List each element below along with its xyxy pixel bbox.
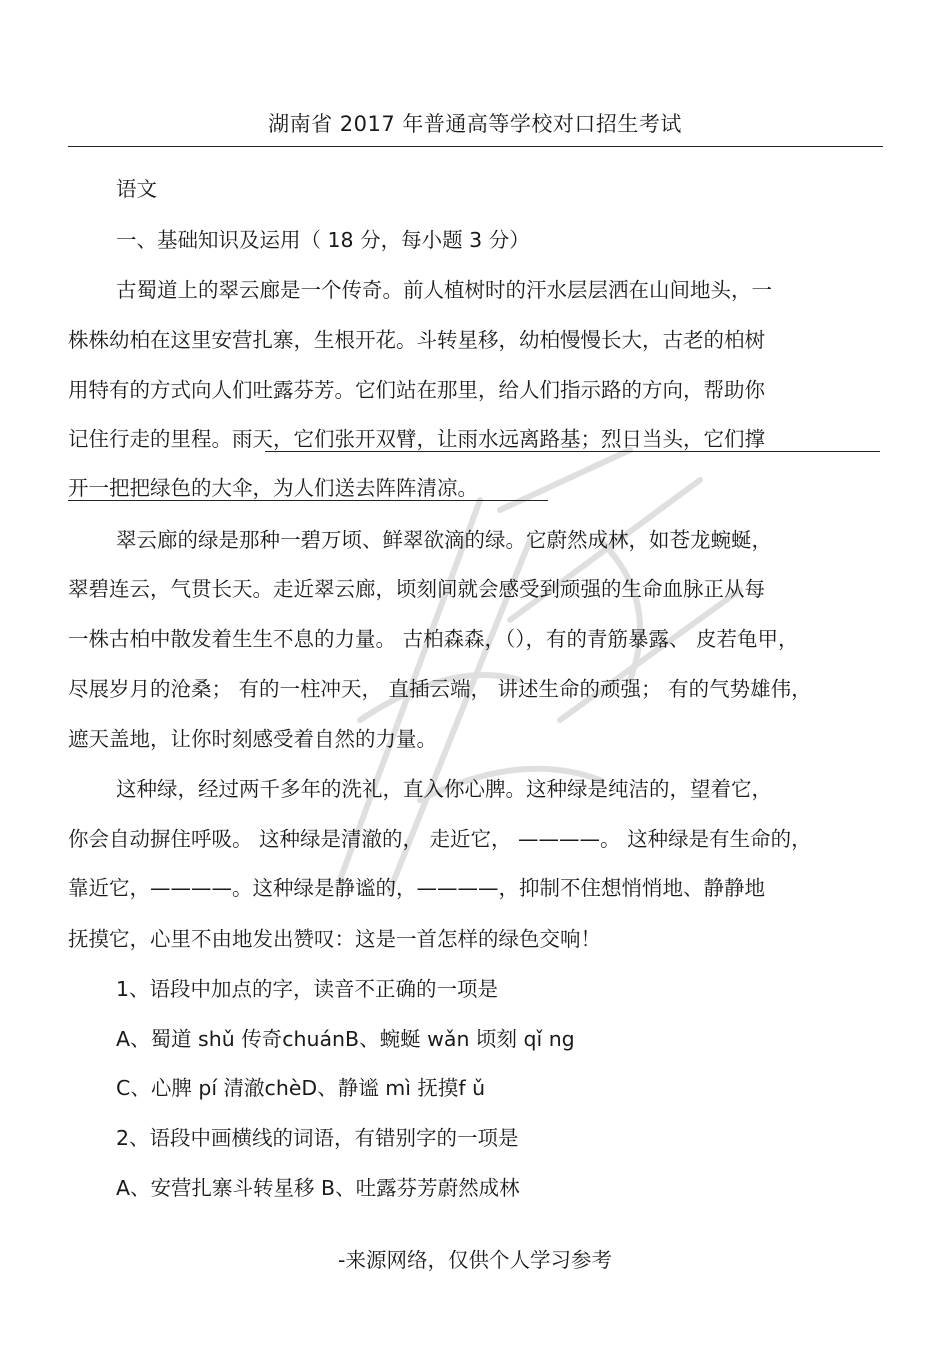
- paragraph2-line: 尽展岁月的沧桑； 有的一柱冲天， 直插云端， 讲述生命的顽强； 有的气势雄伟，: [68, 677, 812, 701]
- subject-label: 语文: [116, 177, 157, 201]
- paragraph1-line: 株株幼柏在这里安营扎寨，生根开花。斗转星移，幼柏慢慢长大，古老的柏树: [68, 328, 765, 352]
- question1-stem: 1、语段中加点的字，读音不正确的一项是: [116, 977, 499, 1001]
- paragraph3-line: 这种绿，经过两千多年的洗礼，直入你心脾。这种绿是纯洁的，望着它，: [116, 777, 772, 801]
- paragraph1-line: 用特有的方式向人们吐露芬芳。它们站在那里，给人们指示路的方向，帮助你: [68, 378, 765, 402]
- paragraph1-line: 古蜀道上的翠云廊是一个传奇。前人植树时的汗水层层洒在山间地头，一: [116, 278, 772, 302]
- question2-options-ab: A、安营扎寨斗转星移 B、吐露芬芳蔚然成林: [116, 1176, 520, 1200]
- paragraph1-line: 记住行走的里程。雨天，它们张开双臂，让雨水远离路基；烈日当头，它们撑: [68, 427, 765, 451]
- paragraph2-line: 一株古柏中散发着生生不息的力量。 古柏森森，（），有的青筋暴露、 皮若龟甲，: [68, 627, 799, 651]
- footer-note: -来源网络，仅供个人学习参考: [338, 1248, 612, 1272]
- exam-title: 湖南省 2017 年普通高等学校对口招生考试: [268, 112, 682, 136]
- question1-options-cd: C、心脾 pí 清澈chèD、静谧 mì 抚摸f ǔ: [116, 1076, 486, 1100]
- title-divider: [68, 146, 883, 147]
- paragraph2-line: 遮天盖地，让你时刻感受着自然的力量。: [68, 727, 437, 751]
- watermark-graphic: [300, 420, 770, 940]
- paragraph3-line: 你会自动摒住呼吸。 这种绿是清澈的， 走近它， ————。 这种绿是有生命的，: [68, 827, 812, 851]
- section-header: 一、基础知识及运用（ 18 分，每小题 3 分）: [116, 228, 530, 252]
- paragraph3-line: 抚摸它，心里不由地发出赞叹：这是一首怎样的绿色交响！: [68, 927, 601, 951]
- question2-stem: 2、语段中画横线的词语，有错别字的一项是: [116, 1126, 519, 1150]
- question1-options-ab: A、蜀道 shǔ 传奇chuánB、蜿蜒 wǎn 顷刻 qǐ ng: [116, 1027, 575, 1051]
- paragraph2-line: 翠碧连云，气贯长天。走近翠云廊，顷刻间就会感受到顽强的生命血脉正从每: [68, 577, 765, 601]
- paragraph3-line: 靠近它，————。这种绿是静谧的，————，抑制不住想悄悄地、静静地: [68, 876, 765, 900]
- paragraph1-line: 开一把把绿色的大伞，为人们送去阵阵清凉。: [68, 476, 478, 500]
- paragraph2-line: 翠云廊的绿是那种一碧万顷、鲜翠欲滴的绿。它蔚然成林，如苍龙蜿蜒，: [116, 528, 772, 552]
